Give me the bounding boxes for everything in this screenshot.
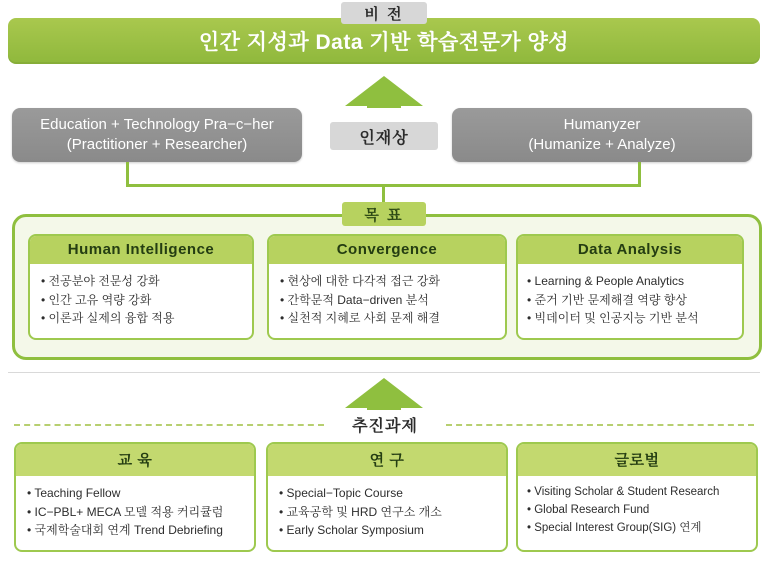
task-card-1: [14, 442, 256, 552]
task-card-3-body: [518, 476, 756, 546]
task-tag: 추진과제: [352, 417, 418, 435]
task-card-3-title: 글로벌: [518, 444, 756, 476]
goal-card-2-item-3: • 실천적 지혜로 사회 문제 해결: [280, 309, 496, 328]
talent-left-line2: (Practitioner + Researcher): [66, 136, 248, 153]
vision-title-bar: 인간 지성과 Data 기반 학습전문가 양성: [8, 18, 760, 64]
task-card-2: [266, 442, 508, 552]
task-card-1-item-2: • IC−PBL+ MECA 모델 적용 커리큘럼: [27, 503, 245, 522]
task-card-3-item-2: • Global Research Fund: [527, 502, 747, 520]
task-card-1-body: [16, 476, 254, 549]
task-card-1-item-3: • 국제학술대회 연계 Trend Debriefing: [27, 521, 245, 540]
talent-left-line1: Education + Technology Pra−c−her: [40, 115, 274, 133]
talent-right-box: [452, 108, 752, 162]
task-card-3-item-1: • Visiting Scholar & Student Research: [527, 484, 747, 502]
arrow-up-to-goals: [345, 378, 423, 410]
connector-left-vertical: [126, 162, 129, 186]
vision-tag: 비 전: [341, 2, 427, 24]
goal-card-2-item-2: • 간학문적 Data−driven 분석: [280, 291, 496, 310]
task-dash-left: [14, 424, 324, 426]
goal-card-1-body: [30, 264, 252, 337]
arrow-up-to-vision: [345, 76, 423, 108]
goal-card-3-body: [518, 264, 742, 337]
connector-center-down: [382, 184, 385, 204]
goal-card-1-title: Human Intelligence: [30, 236, 252, 264]
goal-card-3-item-1: • Learning & People Analytics: [527, 272, 733, 291]
goal-card-2-body: [269, 264, 505, 337]
connector-right-vertical: [638, 162, 641, 186]
goal-card-3-item-3: • 빅데이터 및 인공지능 기반 분석: [527, 309, 733, 328]
goal-card-1-item-3: • 이론과 실제의 융합 적용: [41, 309, 243, 328]
talent-left-box: [12, 108, 302, 162]
goal-card-1: [28, 234, 254, 340]
task-card-2-title: 연 구: [268, 444, 506, 476]
task-card-2-item-2: • 교육공학 및 HRD 연구소 개소: [279, 503, 497, 522]
task-card-3: [516, 442, 758, 552]
task-card-2-item-3: • Early Scholar Symposium: [279, 521, 497, 540]
task-card-3-item-3: • Special Interest Group(SIG) 연계: [527, 520, 747, 538]
talent-right-line1: Humanyzer: [563, 115, 641, 133]
goal-card-1-item-1: • 전공분야 전문성 강화: [41, 272, 243, 291]
goal-card-2-item-1: • 현상에 대한 다각적 접근 강화: [280, 272, 496, 291]
task-card-1-item-1: • Teaching Fellow: [27, 484, 245, 503]
goal-tag: 목 표: [342, 202, 426, 226]
goal-card-2: [267, 234, 507, 340]
talent-tag: 인재상: [330, 122, 438, 150]
task-card-1-title: 교 육: [16, 444, 254, 476]
task-card-2-body: [268, 476, 506, 549]
task-card-2-item-1: • Special−Topic Course: [279, 484, 497, 503]
section-divider: [8, 372, 760, 373]
goal-card-3: [516, 234, 744, 340]
goal-card-2-title: Convergence: [269, 236, 505, 264]
goal-card-3-item-2: • 준거 기반 문제해결 역량 향상: [527, 291, 733, 310]
goal-card-1-item-2: • 인간 고유 역량 강화: [41, 291, 243, 310]
goal-card-3-title: Data Analysis: [518, 236, 742, 264]
talent-right-line2: (Humanize + Analyze): [528, 136, 676, 153]
task-dash-right: [446, 424, 754, 426]
